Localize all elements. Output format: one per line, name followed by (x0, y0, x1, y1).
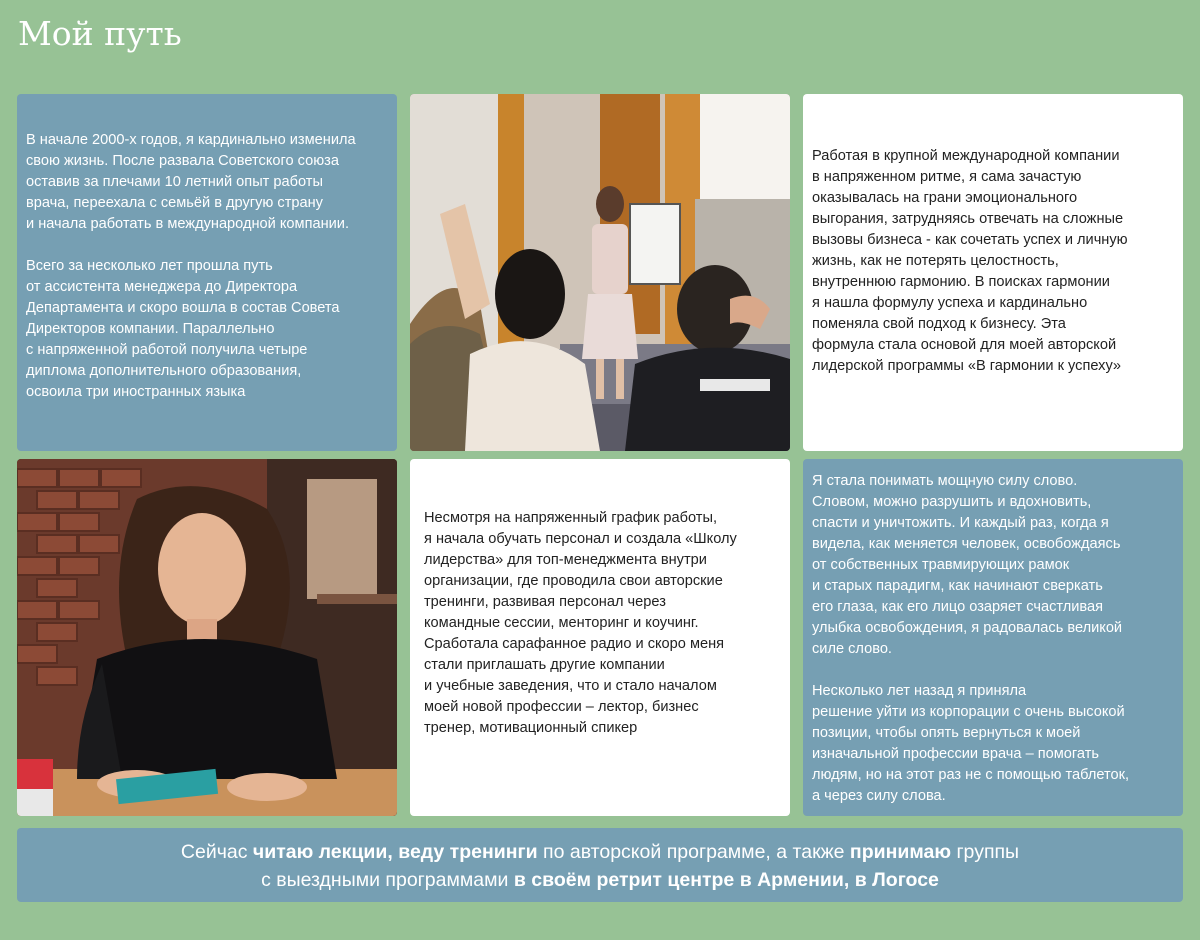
banner-highlight: читаю лекции, веду тренинги (252, 841, 538, 863)
conference-speaker-photo (410, 94, 790, 451)
speaker-image (410, 94, 790, 451)
story-card-harmony (803, 94, 1183, 451)
current-activity-banner (17, 828, 1183, 902)
page-title: Мой путь (18, 14, 182, 53)
banner-line-1 (17, 838, 1183, 866)
card-paragraph: Несколько лет назад я приняла решение уйти из корпорации с очень высокой позиции, чтобы опять вернуться к моей изначальной профессии врача – помогать людям, но на этот раз не с помощью таблеток, а через силу слова. (812, 683, 1130, 804)
story-card-career-start (17, 94, 397, 451)
card-paragraph: Всего за несколько лет прошла путь от ассистента менеджера до Директора Департамента и скоро вошла в состав Совета Директоров компании. Параллельно с напряженной работой получила четыре диплома дополнительного образования, освоила три иностранных языка (26, 258, 340, 400)
card-paragraph: Работая в крупной международной компании в напряженном ритме, я сама зачастую оказывалась на грани эмоционального выгорания, затрудняясь отвечать на сложные вызовы бизнеса - как сочетать успех и личную жизнь, как не потерять целостность, внутреннюю гармонию. В поисках гармонии я нашла формулу успеха и кардинально поменяла свой подход к бизнесу. Эта формула стала основой для моей авторской лидерской программы «В гармонии к успеху» (812, 148, 1128, 374)
banner-text: Сейчас (180, 841, 253, 863)
portrait-photo (17, 459, 397, 816)
banner-highlight: в своём ретрит центре в Армении, в Логосе (513, 869, 939, 891)
card-paragraph: В начале 2000-х годов, я кардинально изменила свою жизнь. После развала Советского союза оставив за плечами 10 летний опыт работы врача, переехала с семьёй в другую страну и начала работать в международной компании. (26, 132, 356, 232)
banner-highlight: принимаю (849, 841, 952, 863)
card-paragraph: Я стала понимать мощную силу слово. Словом, можно разрушить и вдохновить, спасти и уничтожить. И каждый раз, когда я видела, как меняется человек, освобождаясь от собственных травмирующих рамок и старых парадигм, как начинают сверкать его глаза, как его лицо озаряет счастливая улыбка освобождения, я радовалась великой силе слово. (812, 473, 1123, 657)
banner-text: группы (951, 841, 1020, 863)
banner-text: с выездными программами (261, 869, 514, 891)
portrait-image (17, 459, 397, 816)
story-card-leadership-school (410, 459, 790, 816)
banner-text: по авторской программе, а также (537, 841, 850, 863)
story-card-power-of-word (803, 459, 1183, 816)
card-paragraph: Несмотря на напряженный график работы, я начала обучать персонал и создала «Школу лидерства» для топ-менеджмента внутри организации, где проводила свои авторские тренинги, развивая персонал через командные сессии, менторинг и коучинг. Сработала сарафанное радио и скоро меня стали приглашать другие компании и учебные заведения, что и стало началом моей новой профессии – лектор, бизнес тренер, мотивационный спикер (424, 510, 737, 736)
banner-line-2 (17, 866, 1183, 894)
